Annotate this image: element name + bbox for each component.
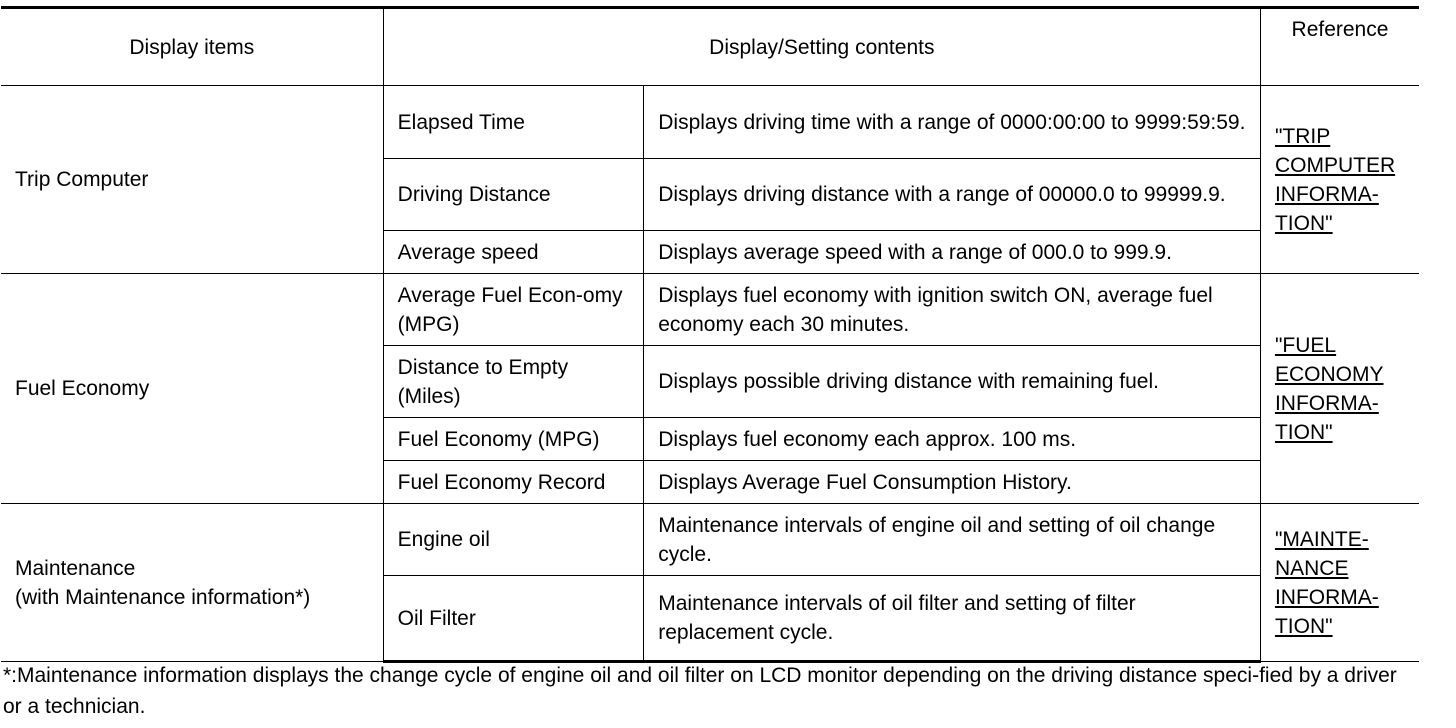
group-maintenance-title: Maintenance: [15, 556, 136, 580]
table-row: [1, 86, 1419, 159]
table-row: [1, 274, 1419, 346]
group-fuel-economy: Fuel Economy: [1, 274, 383, 504]
row-name: Driving Distance: [383, 159, 644, 231]
row-name: Oil Filter: [383, 576, 644, 662]
reference-cell-maintenance: [1260, 504, 1419, 662]
row-name: Engine oil: [383, 504, 644, 576]
row-desc: Displays Average Fuel Consumption History.: [644, 461, 1261, 504]
reference-cell-fuel-economy: [1260, 274, 1419, 504]
row-desc: Displays possible driving distance with remaining fuel.: [644, 346, 1261, 418]
row-desc: Displays fuel economy with ignition switch ON, average fuel economy each 30 minutes.: [644, 274, 1261, 346]
row-name: Elapsed Time: [383, 86, 644, 159]
row-desc: Displays average speed with a range of 000.0 to 999.9.: [644, 231, 1261, 274]
row-desc: Displays fuel economy each approx. 100 ms.: [644, 418, 1261, 461]
row-name: Fuel Economy (MPG): [383, 418, 644, 461]
header-display-setting-contents: Display/Setting contents: [383, 8, 1260, 86]
row-name: Fuel Economy Record: [383, 461, 644, 504]
header-display-items: Display items: [1, 8, 383, 86]
row-desc: Displays driving distance with a range of 00000.0 to 99999.9.: [644, 159, 1261, 231]
reference-cell-trip-computer: [1260, 86, 1419, 274]
header-reference: Reference: [1260, 8, 1419, 86]
reference-link-maintenance[interactable]: "MAINTE- NANCE INFORMA- TION": [1274, 527, 1379, 638]
table-header-row: [1, 8, 1419, 86]
table-row: [1, 504, 1419, 576]
row-desc: Displays driving time with a range of 0000:00:00 to 9999:59:59.: [644, 86, 1261, 159]
reference-link-trip-computer[interactable]: "TRIP COMPUTER INFORMA- TION": [1274, 124, 1396, 235]
group-maintenance: [1, 504, 383, 662]
display-items-table: [1, 6, 1419, 663]
reference-link-fuel-economy[interactable]: "FUEL ECONOMY INFORMA- TION": [1274, 333, 1384, 444]
row-name: Average speed: [383, 231, 644, 274]
row-desc: Maintenance intervals of engine oil and setting of oil change cycle.: [644, 504, 1261, 576]
group-trip-computer: Trip Computer: [1, 86, 383, 274]
row-name: Distance to Empty (Miles): [383, 346, 644, 418]
row-desc: Maintenance intervals of oil filter and setting of filter replacement cycle.: [644, 576, 1261, 662]
row-name: Average Fuel Econ-omy (MPG): [383, 274, 644, 346]
footnote: *:Maintenance information displays the change cycle of engine oil and oil filter on LCD monitor depending on the driving distance speci-fied by a driver or a technician.: [3, 664, 1397, 718]
group-maintenance-subtitle: (with Maintenance information*): [15, 585, 311, 609]
